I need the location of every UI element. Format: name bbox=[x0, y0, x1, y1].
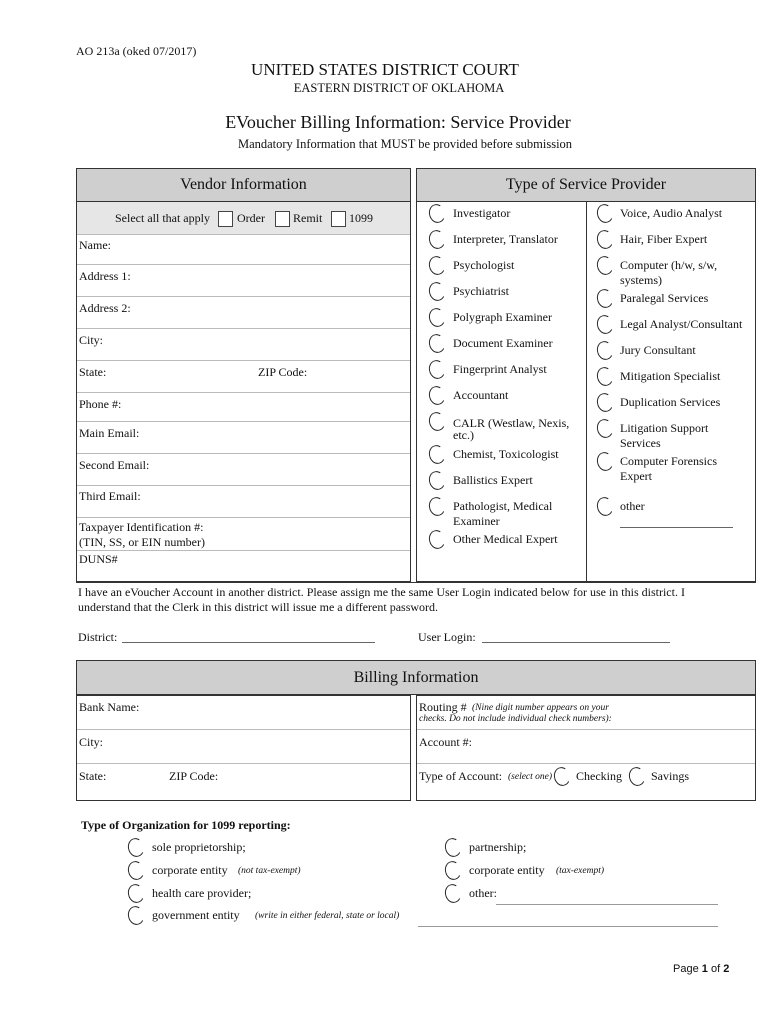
org-corp-exempt: corporate entity bbox=[469, 863, 545, 877]
savings-label: Savings bbox=[651, 769, 690, 783]
service-other: other bbox=[620, 499, 645, 513]
other-service-field[interactable] bbox=[620, 527, 733, 528]
page-subtitle: Mandatory Information that MUST be provided before submission bbox=[237, 137, 573, 151]
service-calr-cont: etc.) bbox=[453, 428, 474, 442]
org-sole: sole proprietorship; bbox=[152, 840, 246, 854]
service-forensics: Computer Forensics bbox=[620, 454, 717, 468]
page-title: EVoucher Billing Information: Service Provider bbox=[225, 112, 571, 132]
service-litigation: Litigation Support bbox=[620, 421, 709, 435]
account-text-1: I have an eVoucher Account in another district. Please assign me the same User Login indicated below for use in this district. I bbox=[78, 585, 685, 599]
government-entity-field[interactable] bbox=[418, 926, 718, 927]
bank-name-label: Bank Name: bbox=[79, 700, 140, 714]
routing-label: Routing # bbox=[419, 700, 467, 714]
service-chemist: Chemist, Toxicologist bbox=[453, 447, 559, 461]
partnership-radio[interactable] bbox=[443, 836, 463, 858]
1099-label: 1099 bbox=[349, 211, 373, 225]
vendor-header: Vendor Information bbox=[77, 169, 410, 202]
org-government: government entity bbox=[152, 908, 240, 922]
service-polygraph: Polygraph Examiner bbox=[453, 310, 552, 324]
remit-checkbox[interactable] bbox=[275, 211, 290, 227]
user-login-label: User Login: bbox=[418, 630, 476, 644]
form-id: AO 213a (oked 07/2017) bbox=[76, 44, 197, 58]
service-document-examiner: Document Examiner bbox=[453, 336, 553, 350]
third-email-label: Third Email: bbox=[79, 489, 141, 503]
page-current: 1 bbox=[701, 963, 708, 975]
service-pathologist: Pathologist, Medical bbox=[453, 499, 553, 513]
org-tax-exempt: (tax-exempt) bbox=[556, 866, 604, 876]
org-not-tax-exempt: (not tax-exempt) bbox=[238, 866, 301, 876]
tin-note: (TIN, SS, or EIN number) bbox=[79, 535, 205, 549]
page-label: Page bbox=[673, 963, 699, 975]
service-psychiatrist: Psychiatrist bbox=[453, 284, 509, 298]
service-jury-consultant: Jury Consultant bbox=[620, 343, 696, 357]
remit-label: Remit bbox=[293, 211, 323, 225]
service-computer: Computer (h/w, s/w, bbox=[620, 258, 718, 272]
address1-label: Address 1: bbox=[79, 269, 131, 283]
service-accountant: Accountant bbox=[453, 388, 509, 402]
service-paralegal: Paralegal Services bbox=[620, 291, 709, 305]
service-ballistics: Ballistics Expert bbox=[453, 473, 533, 487]
service-voice-audio: Voice, Audio Analyst bbox=[620, 206, 723, 220]
org-other-field[interactable] bbox=[496, 904, 718, 905]
org-partnership: partnership; bbox=[469, 840, 527, 854]
district-label: District: bbox=[78, 630, 118, 644]
service-duplication: Duplication Services bbox=[620, 395, 721, 409]
org-other: other: bbox=[469, 886, 497, 900]
account-type-label: Type of Account: bbox=[419, 769, 503, 783]
checking-label: Checking bbox=[576, 769, 622, 783]
district-name: EASTERN DISTRICT OF OKLAHOMA bbox=[293, 81, 505, 95]
service-forensics-cont: Expert bbox=[620, 469, 652, 483]
page-total: 2 bbox=[723, 963, 730, 975]
government-radio[interactable] bbox=[126, 904, 146, 926]
main-email-label: Main Email: bbox=[79, 426, 140, 440]
service-pathologist-cont: Examiner bbox=[453, 514, 500, 528]
org-health: health care provider; bbox=[152, 886, 252, 900]
health-care-radio[interactable] bbox=[126, 882, 146, 904]
service-header: Type of Service Provider bbox=[417, 169, 755, 202]
org-gov-note: (write in either federal, state or local) bbox=[255, 911, 400, 921]
billing-zip-label: ZIP Code: bbox=[169, 769, 219, 783]
court-name: UNITED STATES DISTRICT COURT bbox=[251, 60, 519, 79]
routing-note-1: (Nine digit number appears on your bbox=[472, 703, 609, 713]
org-corp: corporate entity bbox=[152, 863, 228, 877]
page-number bbox=[673, 963, 729, 975]
tin-label: Taxpayer Identification #: bbox=[79, 520, 204, 534]
service-litigation-cont: Services bbox=[620, 436, 661, 450]
order-checkbox[interactable] bbox=[218, 211, 233, 227]
billing-city-label: City: bbox=[79, 735, 104, 749]
zip-label: ZIP Code: bbox=[258, 365, 308, 379]
corp-not-exempt-radio[interactable] bbox=[126, 859, 146, 881]
select-one-note: (select one) bbox=[508, 772, 553, 782]
user-login-field[interactable] bbox=[482, 642, 670, 643]
service-calr: CALR (Westlaw, Nexis, bbox=[453, 416, 570, 430]
billing-header-bar bbox=[76, 660, 756, 695]
page-of: of bbox=[710, 963, 721, 975]
service-other-medical: Other Medical Expert bbox=[453, 532, 558, 546]
account-number-label: Account #: bbox=[419, 735, 472, 749]
service-fingerprint: Fingerprint Analyst bbox=[453, 362, 547, 376]
state-label: State: bbox=[79, 365, 107, 379]
order-label: Order bbox=[237, 211, 265, 225]
service-hair-fiber: Hair, Fiber Expert bbox=[620, 232, 708, 246]
phone-label: Phone #: bbox=[79, 397, 122, 411]
routing-note-2: checks. Do not include individual check numbers): bbox=[419, 714, 612, 724]
corp-tax-exempt-radio[interactable] bbox=[443, 859, 463, 881]
billing-header: Billing Information bbox=[353, 669, 479, 686]
service-computer-cont: systems) bbox=[620, 273, 662, 287]
city-label: City: bbox=[79, 333, 104, 347]
service-legal-analyst: Legal Analyst/Consultant bbox=[620, 317, 743, 331]
service-investigator: Investigator bbox=[453, 206, 511, 220]
select-label: Select all that apply bbox=[115, 211, 210, 225]
second-email-label: Second Email: bbox=[79, 458, 150, 472]
address2-label: Address 2: bbox=[79, 301, 131, 315]
billing-state-label: State: bbox=[79, 769, 107, 783]
name-label: Name: bbox=[79, 238, 111, 252]
sole-proprietorship-radio[interactable] bbox=[126, 836, 146, 858]
district-field[interactable] bbox=[122, 642, 375, 643]
account-text-2: understand that the Clerk in this district will issue me a different password. bbox=[78, 600, 439, 614]
duns-label: DUNS# bbox=[79, 552, 118, 566]
service-interpreter: Interpreter, Translator bbox=[453, 232, 558, 246]
service-psychologist: Psychologist bbox=[453, 258, 515, 272]
service-mitigation: Mitigation Specialist bbox=[620, 369, 721, 383]
org-other-radio[interactable] bbox=[443, 882, 463, 904]
1099-checkbox[interactable] bbox=[331, 211, 346, 227]
org-title: Type of Organization for 1099 reporting: bbox=[81, 818, 291, 832]
